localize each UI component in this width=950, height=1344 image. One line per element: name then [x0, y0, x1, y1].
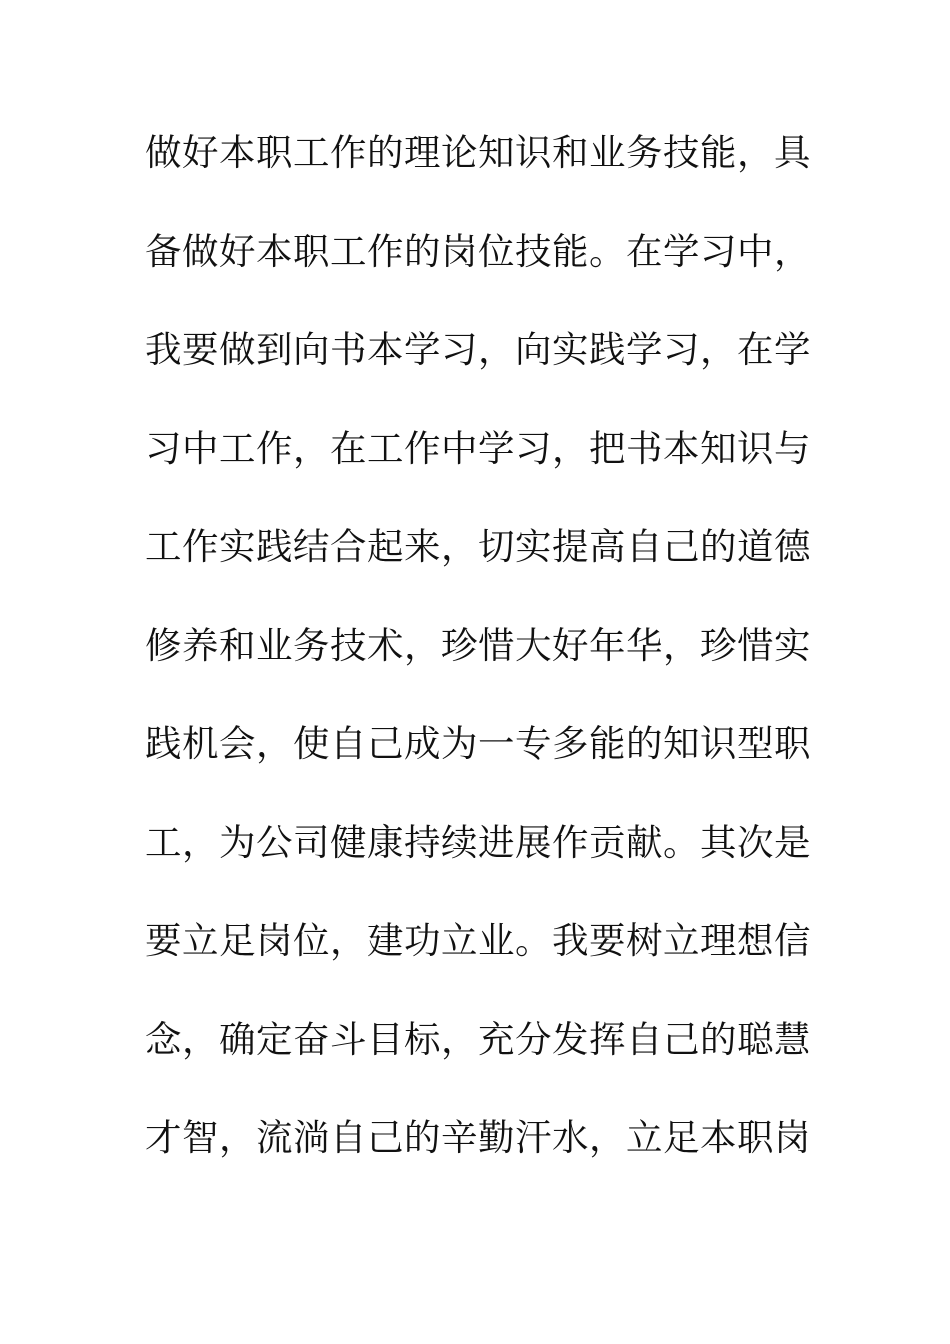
- text-line-5: 工作实践结合起来，切实提高自己的道德: [145, 525, 811, 568]
- text-line-9: 要立足岗位，建功立业。我要树立理想信: [145, 919, 811, 962]
- text-line-3: 我要做到向书本学习，向实践学习，在学: [145, 328, 811, 371]
- text-line-4: 习中工作，在工作中学习，把书本知识与: [145, 426, 811, 470]
- text-line-8: 工，为公司健康持续进展作贡献。其次是: [145, 820, 811, 864]
- text-line-6: 修养和业务技术，珍惜大好年华，珍惜实: [145, 623, 811, 667]
- text-line-1: 做好本职工作的理论知识和业务技能，具: [145, 131, 811, 174]
- body-text: [145, 120, 815, 1204]
- text-line-10: 念，确定奋斗目标，充分发挥自己的聪慧: [145, 1017, 811, 1061]
- text-line-2: 备做好本职工作的岗位技能。在学习中，: [145, 229, 811, 273]
- text-line-11: 才智，流淌自己的辛勤汗水，立足本职岗: [145, 1116, 811, 1159]
- text-line-7: 践机会，使自己成为一专多能的知识型职: [145, 722, 811, 765]
